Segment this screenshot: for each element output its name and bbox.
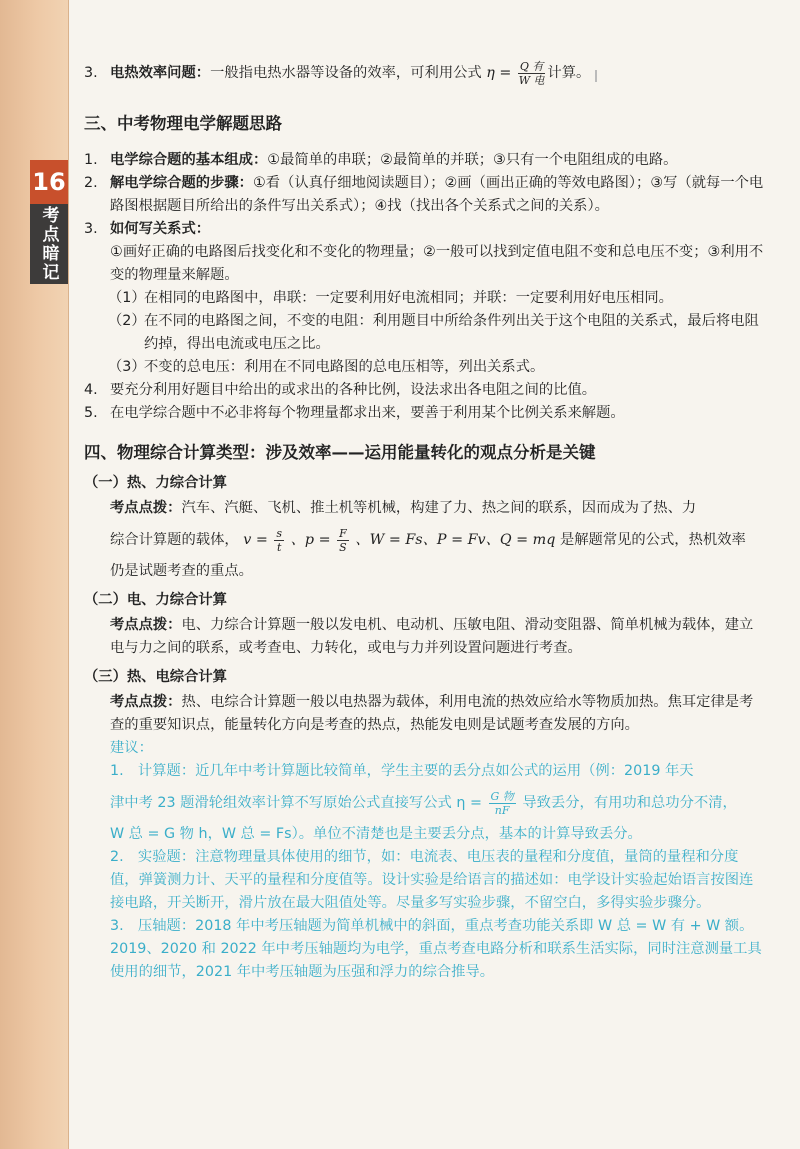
paragraph: 考点点拨：电、力综合计算题一般以发电机、电动机、压敏电阻、滑动变阻器、简单机械为载体，建立电与力之间的联系，或考查电、力转化，或电与力并列设置问题进行考查。	[110, 617, 754, 656]
list-item: 4. 要充分利用好题目中给出的或求出的各种比例，设法求出各电阻之间的比值。	[84, 382, 597, 398]
efficiency-fraction: $\frac{\text{Q 有}}{\text{W 电}}$	[518, 59, 545, 87]
section-heading: 三、中考物理电学解题思路	[84, 114, 282, 133]
velocity-fraction: $\frac{s}{t}$	[276, 526, 283, 554]
sub-item: （1） 在相同的电路图中，串联：一定要利用好电流相同；并联：一定要利用好电压相同。	[108, 290, 673, 306]
advice-block: 建议： 1. 计算题：近几年中考计算题比较简单，学生主要的丢分点如公式的运用（例：2019 年天 津中考 23 题滑轮组效率计算不写原始公式直接写公式 η = $\frac{\text{G 物}}{nF}$ 导致丢分，有用功和总功分不清， W 总 = G 物 h，W 总 = Fs）。单位不清楚也是主要丢分点，基本的计算导致丢分。 2. 实验题：注意物理量具体使用的细节，如：电流表、电压表的量程和分度值，量筒的量程和分度值，弹簧测力计、天平的量程和分度值等。设计实验是给语言的描述如：电学设计实验起始语言按图连接电路，开关断开，滑片放在最大阻值处等。尽量多写实验步骤，不留空白，多得实验步骤分。 3. 压轴题：2018 年中考压轴题为简单机械中的斜面，重点考查功能关系即 W 总 = W 有 + W 额。2019、2020 和 2022 年中考压轴题均为电学，重点考查电路分析和联系生活实际，同时注意测量工具使用的细节，2021 年中考压轴题为压强和浮力的综合推导。	[110, 740, 762, 980]
paragraph: 考点点拨：热、电综合计算题一般以电热器为载体，利用电流的热效应给水等物质加热。焦耳定律是考查的重要知识点，能量转化方向是考查的热点，热能发电则是试题考查发展的方向。	[110, 694, 754, 733]
list-item: 3. 如何写关系式：	[84, 221, 211, 237]
subsection-title: （三）热、电综合计算	[84, 669, 227, 685]
paragraph: ①画好正确的电路图后找变化和不变化的物理量；②一般可以找到定值电阻不变和总电压不变；③利用不变的物理量来解题。	[110, 244, 764, 283]
page-content	[84, 56, 764, 984]
list-item: 2. 解电学综合题的步骤：①看（认真仔细地阅读题目）；②画（画出正确的等效电路图）；③写（就每一个电路图根据题目所给出的条件写出关系式）；④找（找出各个关系式之间的关系）。	[84, 175, 764, 214]
list-item: 1. 电学综合题的基本组成：①最简单的串联；②最简单的并联；③只有一个电阻组成的电路。	[84, 152, 678, 168]
pressure-fraction: $\frac{F}{S}$	[339, 526, 347, 554]
sub-item: （2） 在不同的电路图之间，不变的电阻：利用题目中所给条件列出关于这个电阻的关系式，最后将电阻约掉，得出电流或电压之比。	[108, 313, 759, 352]
list-item: 3. 电热效率问题：一般指电热水器等设备的效率，可利用公式 η = $\frac{\text{Q 有}}{\text{W 电}}$ 计算。	[84, 59, 591, 87]
chapter-tab: 考点暗记	[30, 204, 68, 284]
subsection-title: （二）电、力综合计算	[84, 592, 227, 608]
sub-item: （3） 不变的总电压：利用在不同电路图的总电压相等，列出关系式。	[108, 359, 545, 375]
paragraph: 考点点拨：汽车、汽艇、飞机、推土机等机械，构建了力、热之间的联系，因而成为了热、力 综合计算题的载体， v = $\frac{s}{t}$ 、p = $\frac{F}{S}$ 、W = Fs、P = Fv、Q = mq 是解题常见的公式，热机效率 仍是试题考查的重点。	[110, 500, 746, 579]
page-number-tab: 16	[30, 160, 68, 204]
list-item: 5. 在电学综合题中不必非将每个物理量都求出来，要善于利用某个比例关系来解题。	[84, 405, 625, 421]
efficiency-fraction: $\frac{\text{G 物}}{nF}$	[490, 789, 514, 817]
section-heading: 四、物理综合计算类型：涉及效率——运用能量转化的观点分析是关键	[84, 443, 596, 462]
subsection-title: （一）热、力综合计算	[84, 475, 227, 491]
